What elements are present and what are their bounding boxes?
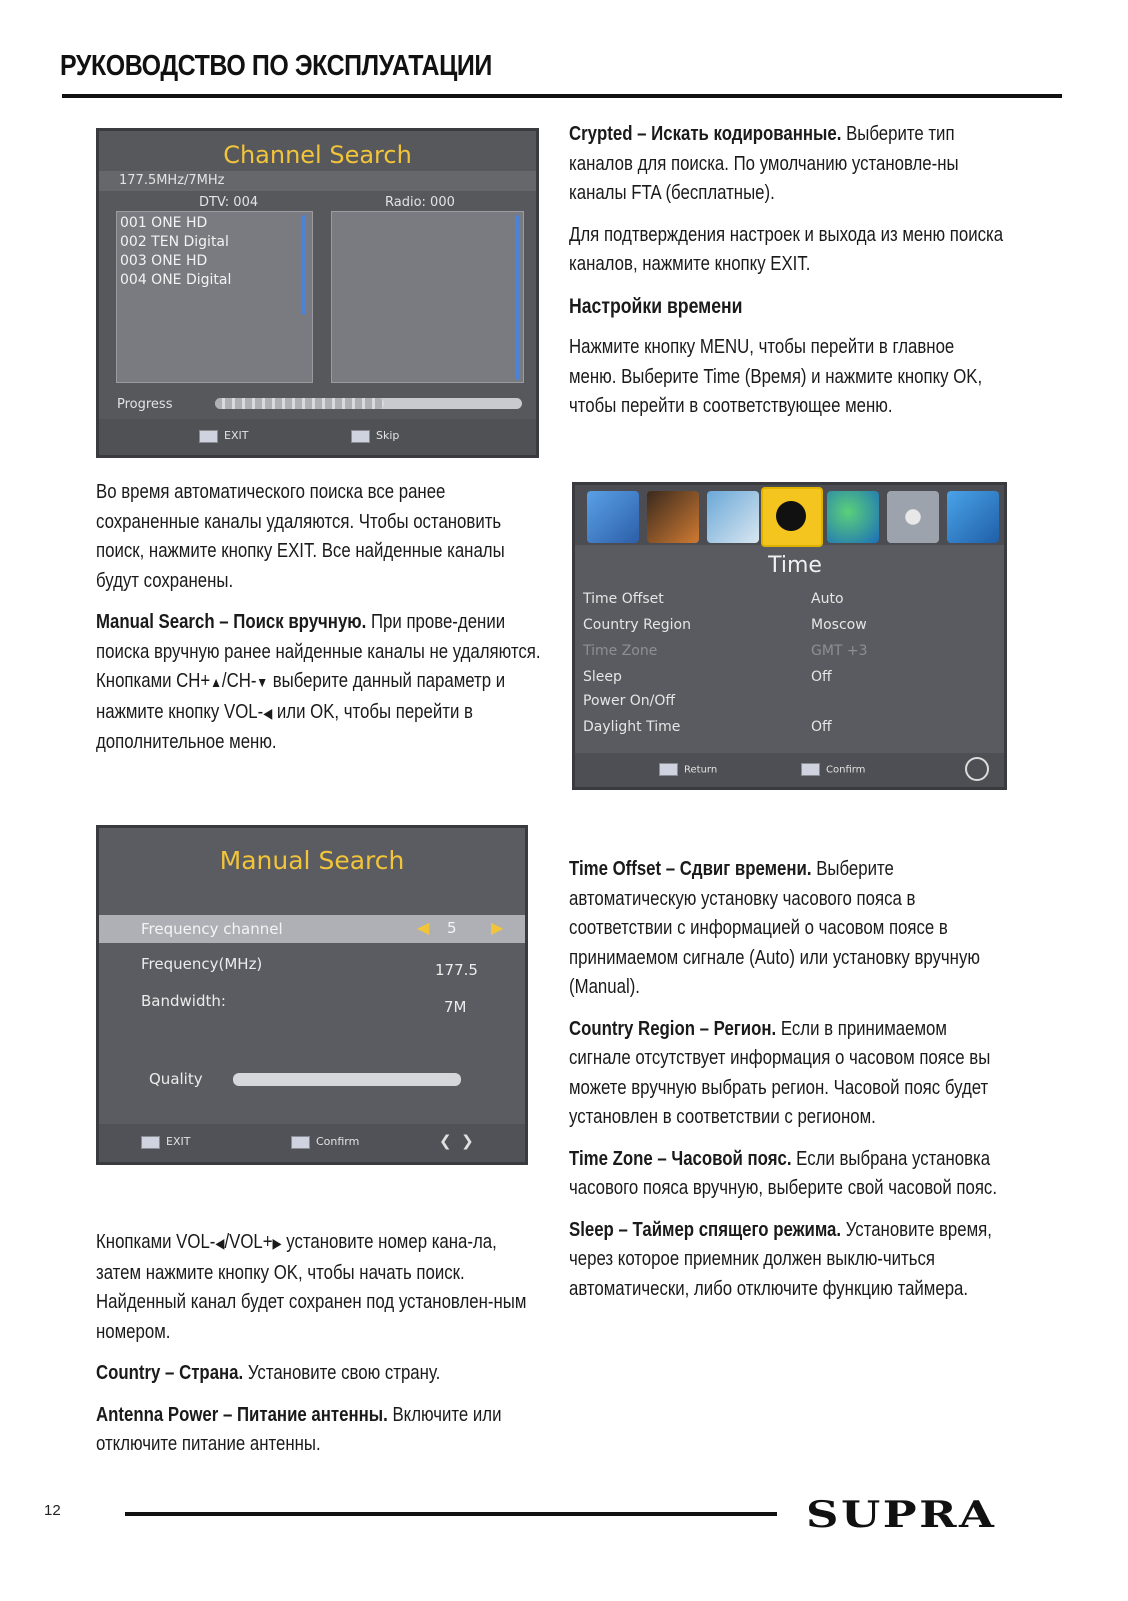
left-right-arrows-icon: ❮ ❯ xyxy=(439,1132,474,1150)
channel-decrease-icon[interactable]: ◀ xyxy=(417,918,430,937)
ok-key-icon xyxy=(801,763,820,776)
time-zone-paragraph: Time Zone – Часовой пояс. Если выбрана установка часового пояса вручную, выберите свой часовой пояс. xyxy=(569,1147,997,1199)
exit-hint-label: EXIT xyxy=(224,429,249,442)
time-setting-label: Time Zone xyxy=(583,643,658,659)
return-hint xyxy=(659,763,717,776)
country-paragraph: Country – Страна. Установите свою страну. xyxy=(96,1362,441,1384)
up-arrow-icon: ▲ xyxy=(210,674,222,690)
clock-icon[interactable] xyxy=(761,487,823,547)
frequency-channel-label: Frequency channel xyxy=(141,920,283,938)
tv-guide-icon[interactable] xyxy=(707,491,759,543)
left-arrow-icon: ◀ xyxy=(215,1235,225,1251)
manual-search-screen xyxy=(96,825,528,1165)
manual-footer-strip xyxy=(99,1124,525,1162)
right-text-block-2 xyxy=(569,855,1010,1316)
return-hint-label: Return xyxy=(684,764,718,776)
page-number: 12 xyxy=(44,1502,61,1519)
time-setting-label[interactable]: Sleep xyxy=(583,669,622,685)
installation-icon[interactable] xyxy=(587,491,639,543)
quality-label: Quality xyxy=(149,1070,203,1088)
progress-fill xyxy=(215,398,384,409)
left-text-block-1 xyxy=(96,478,545,770)
frequency-channel-value: 5 xyxy=(447,919,457,937)
confirm-hint xyxy=(801,763,865,776)
time-menu-screen xyxy=(572,482,1007,790)
time-offset-paragraph: Time Offset – Сдвиг времени. Выберите автоматическую установку часового пояса в соответствии с информацией о часовом поясе в принимаемом сигнале (Auto) или установку вручную (Manual). xyxy=(569,858,980,998)
channel-search-screen xyxy=(96,128,539,458)
time-setting-value: Off xyxy=(811,669,832,685)
crypted-heading: Crypted – Искать кодированные. xyxy=(569,123,842,145)
skip-hint xyxy=(351,429,399,443)
manual-search-heading: Manual Search – Поиск вручную. xyxy=(96,611,367,633)
ok-key-icon xyxy=(291,1136,310,1149)
time-menu-paragraph: Нажмите кнопку MENU, чтобы перейти в главное меню. Выберите Time (Время) и нажмите кнопку OK, чтобы перейти в соответствующее меню. xyxy=(569,336,983,417)
exit-key-icon xyxy=(199,430,218,443)
time-setting-label[interactable]: Country Region xyxy=(583,617,691,633)
frequency-bar xyxy=(99,171,536,191)
skip-hint-label: Skip xyxy=(376,429,400,442)
auto-search-paragraph: Во время автоматического поиска все ранее сохраненные каналы удаляются. Чтобы остановить поиск, нажмите кнопку EXIT. Все найденные каналы будут сохранены. xyxy=(96,481,505,592)
progress-label: Progress xyxy=(117,397,173,412)
confirm-hint-label: Confirm xyxy=(826,764,866,776)
radio-count: Radio: 000 xyxy=(385,195,455,210)
antenna-power-heading: Antenna Power – Питание антенны. xyxy=(96,1403,388,1426)
time-footer-strip xyxy=(575,753,1004,787)
menu-icon-bar xyxy=(575,485,1004,545)
crypted-paragraph: Crypted – Искать кодированные. Выберите тип каналов для поиска. По умолчанию установле-ны каналы FTA (бесплатные). xyxy=(569,123,959,204)
navigation-arrows-icon xyxy=(965,757,989,781)
bandwidth-value: 7M xyxy=(444,998,467,1016)
exit-confirm-paragraph: Для подтверждения настроек и выхода из меню поиска каналов, нажмите кнопку EXIT. xyxy=(569,223,1004,275)
country-region-paragraph: Country Region – Регион. Если в принимаемом сигнале отсутствует информация о часовом поясе вы можете вручную выбрать регион. Часовой пояс будет установлен в соответствии с регионом. xyxy=(569,1017,991,1128)
time-settings-heading: Настройки времени xyxy=(569,294,743,318)
down-arrow-icon: ▼ xyxy=(256,674,269,690)
radio-list-scrollbar[interactable] xyxy=(515,215,519,380)
exit-hint xyxy=(141,1135,190,1149)
frequency-readout: 177.5MHz/7MHz xyxy=(119,173,225,188)
time-setting-label[interactable]: Power On/Off xyxy=(583,693,676,709)
country-heading: Country – Страна. xyxy=(96,1362,244,1384)
channel-number-paragraph: Кнопками VOL-◀/VOL+▶ установите номер кана-ла, затем нажмите кнопку OK, чтобы начать поиск. Найденный канал будет сохранен под установлен-ным номером. xyxy=(96,1231,527,1343)
progress-bar xyxy=(215,398,522,409)
time-zone-heading: Time Zone – Часовой пояс. xyxy=(569,1147,792,1170)
page-title: РУКОВОДСТВО ПО ЭКСПЛУАТАЦИИ xyxy=(60,50,492,82)
frequency-channel-row[interactable] xyxy=(99,915,525,943)
picture-icon[interactable] xyxy=(647,491,699,543)
settings-disc-icon[interactable] xyxy=(887,491,939,543)
time-setting-label[interactable]: Daylight Time xyxy=(583,719,681,735)
exit-key-icon xyxy=(659,763,678,776)
time-setting-value: Auto xyxy=(811,591,844,607)
left-arrow-icon: ◀ xyxy=(263,704,273,721)
antenna-power-paragraph: Antenna Power – Питание антенны. Включите или отключите питание антенны. xyxy=(96,1403,502,1455)
header-divider xyxy=(62,94,1062,98)
confirm-hint-label: Confirm xyxy=(316,1135,360,1148)
sleep-paragraph: Sleep – Таймер спящего режима. Установите время, через которое приемник должен выклю-читься автоматически, либо отключите функцию таймера. xyxy=(569,1218,992,1300)
time-setting-value: GMT +3 xyxy=(811,643,868,659)
exit-hint xyxy=(199,429,248,443)
dtv-count: DTV: 004 xyxy=(199,195,259,210)
channel-list-item[interactable]: 003 ONE HD xyxy=(120,253,208,269)
time-menu-title: Time xyxy=(768,553,822,578)
tv-channel-list xyxy=(116,211,313,383)
exit-hint-label: EXIT xyxy=(166,1135,191,1148)
exit-key-icon xyxy=(141,1136,160,1149)
time-setting-value: Moscow xyxy=(811,617,867,633)
time-setting-label[interactable]: Time Offset xyxy=(583,591,664,607)
radio-channel-list xyxy=(331,211,524,383)
tv-list-scrollbar[interactable] xyxy=(302,215,306,315)
left-text-block-2 xyxy=(96,1228,545,1472)
right-arrow-icon: ▶ xyxy=(272,1235,282,1251)
time-setting-value: Off xyxy=(811,719,832,735)
quality-bar xyxy=(233,1073,461,1086)
channel-list-item[interactable]: 002 TEN Digital xyxy=(120,234,229,250)
frequency-mhz-label: Frequency(MHz) xyxy=(141,955,263,973)
globe-icon[interactable] xyxy=(827,491,879,543)
confirm-hint xyxy=(291,1135,359,1149)
right-text-block-1 xyxy=(569,120,1006,434)
time-offset-heading: Time Offset – Сдвиг времени. xyxy=(569,858,812,880)
menu-key-icon xyxy=(351,430,370,443)
channel-search-title: Channel Search xyxy=(223,141,412,169)
sleep-heading: Sleep – Таймер спящего режима. xyxy=(569,1218,842,1241)
frequency-mhz-value: 177.5 xyxy=(435,961,478,979)
supra-logo: SUPRA xyxy=(806,1494,997,1536)
channel-increase-icon[interactable]: ▶ xyxy=(491,918,504,937)
channel-list-item[interactable]: 004 ONE Digital xyxy=(120,272,232,288)
footer-strip xyxy=(99,419,536,455)
bandwidth-label: Bandwidth: xyxy=(141,992,226,1010)
footer-divider xyxy=(125,1512,777,1516)
channel-list-item[interactable]: 001 ONE HD xyxy=(120,215,208,231)
manual-search-paragraph: Manual Search – Поиск вручную. При прове-дении поиска вручную ранее найденные каналы не удаляются. Кнопками CH+▲/CH-▼ выберите данный параметр и нажмите кнопку VOL-◀ или OK, чтобы перейти в дополнительное меню. xyxy=(96,611,541,753)
manual-search-title: Manual Search xyxy=(219,846,405,875)
country-region-heading: Country Region – Регион. xyxy=(569,1017,777,1040)
usb-icon[interactable] xyxy=(947,491,999,543)
